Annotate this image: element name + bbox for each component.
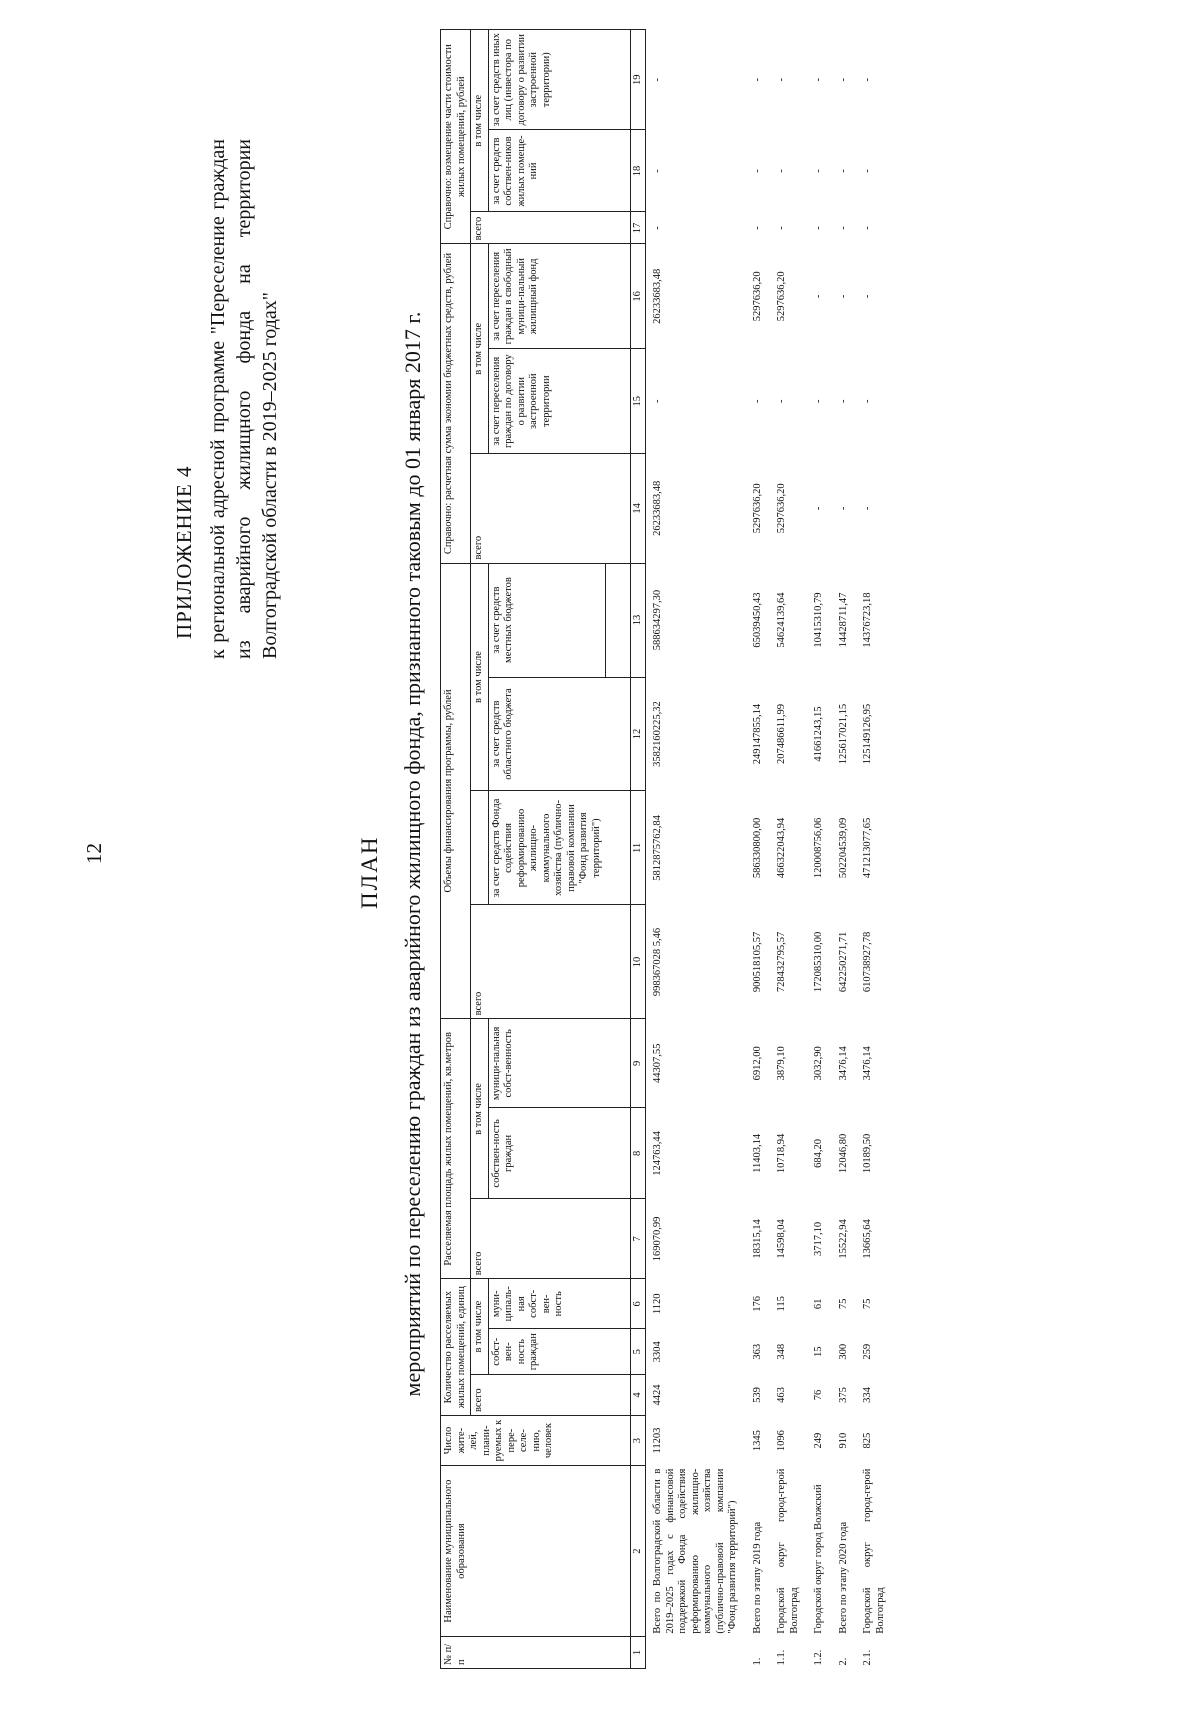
cell: 348: [776, 1343, 787, 1360]
cell: 207486611,99: [776, 704, 787, 765]
cell: 334: [862, 1387, 873, 1403]
cell: -: [652, 77, 663, 82]
cell: 12046,80: [837, 1133, 849, 1174]
cell: 3032,90: [813, 1046, 824, 1081]
row-number: 1.: [751, 1657, 763, 1666]
cell: -: [837, 506, 849, 511]
column-number: 18: [630, 130, 646, 212]
column-number-row: [630, 30, 646, 1669]
header-compensation-total: всего: [471, 212, 606, 244]
header-name: Наименование муниципального образования: [441, 1466, 606, 1637]
plan-table: [440, 29, 893, 1669]
cell: 54624139,64: [776, 592, 787, 648]
cell: 14428711,47: [837, 592, 849, 648]
column-number: 8: [630, 1108, 646, 1199]
cell: 169070,99: [652, 1216, 663, 1262]
cell: 44307,55: [652, 1043, 663, 1084]
cell: -: [776, 399, 787, 403]
cell: 3476,14: [837, 1046, 849, 1081]
cell: -: [813, 226, 824, 230]
header-finance-fund: за счет средств Фонда содействия реформированию жилищно-коммунального хозяйства (публично-правовой компании "Фонд развития территорий"): [488, 791, 605, 905]
column-number: 9: [630, 1019, 646, 1108]
column-number: 15: [630, 349, 646, 454]
header-rooms-total: всего: [471, 1375, 606, 1416]
cell: 75: [862, 1298, 873, 1310]
header-finance-group: Объемы финансирования программы, рублей: [441, 563, 471, 1019]
cell: -: [837, 226, 849, 230]
cell: 249147855,14: [751, 703, 763, 765]
column-number: 6: [630, 1279, 646, 1329]
cell: -: [862, 506, 873, 511]
cell: 463: [776, 1387, 787, 1403]
cell: 363: [751, 1343, 763, 1360]
header-economy-group: Справочно: расчетная сумма экономии бюджетных средств, рублей: [441, 244, 471, 563]
cell: 3304: [652, 1341, 663, 1363]
column-number: 2: [630, 1466, 646, 1637]
cell: 125149126,95: [862, 703, 873, 765]
cell: 3879,10: [776, 1046, 787, 1081]
cell: 172085310,00: [813, 931, 824, 993]
cell: -: [776, 169, 787, 173]
header-compensation-group: Справочно: возмещение части стоимости жилых помещений, рублей: [441, 30, 471, 244]
cell: -: [862, 294, 873, 299]
cell: -: [813, 294, 824, 299]
row-name: Всего по Волгоградской области в 2019–2025 годах с финансовой поддержкой Фонда содействия реформированию жилищно-коммунального хозяйства (публично-правовой компании "Фонд развития территорий"): [652, 1468, 738, 1634]
cell: 6912,00: [751, 1046, 763, 1081]
column-number: 5: [630, 1329, 646, 1375]
cell: 539: [751, 1387, 763, 1403]
header-area-municipal: муници-пальная собст-венность: [488, 1019, 605, 1108]
header-rooms-municipal: муни-ципаль-ная собст-вен-ность: [488, 1279, 605, 1329]
cell: 115: [776, 1296, 787, 1312]
cell: -: [751, 399, 763, 403]
cell: 124763,44: [652, 1131, 663, 1176]
cell: -: [837, 399, 849, 403]
column-number: 16: [630, 244, 646, 349]
cell: -: [862, 77, 873, 82]
cell: 10189,50: [862, 1133, 873, 1174]
table-row: [832, 30, 857, 1669]
cell: 1120: [652, 1293, 663, 1315]
row-number: [646, 1637, 746, 1669]
cell: 586330800,00: [751, 817, 763, 879]
row-number: 1.1.: [776, 1649, 787, 1666]
cell: -: [813, 399, 824, 403]
cell: 466322043,94: [776, 817, 787, 879]
cell: -: [813, 77, 824, 82]
column-number: 11: [630, 791, 646, 905]
cell: 259: [862, 1343, 873, 1360]
row-name: Городской округ город Волжский: [813, 1484, 824, 1634]
cell: 588634297,30: [652, 589, 663, 651]
cell: -: [751, 169, 763, 173]
cell: -: [813, 506, 824, 511]
appendix-subtitle: к региональной адресной программе "Переселение граждан из аварийного жилищного фонда на территории Волгоградской области в 2019–2025 годах": [207, 139, 281, 659]
cell: 471213077,65: [862, 817, 873, 879]
cell: 15: [813, 1346, 824, 1357]
header-economy-total: всего: [471, 454, 606, 563]
cell: 3582160225,32: [652, 701, 663, 767]
column-number: 12: [630, 677, 646, 791]
header-compensation-including: в том числе: [471, 30, 489, 213]
column-number: 17: [630, 212, 646, 244]
cell: 5297636,20: [776, 271, 787, 322]
cell: 176: [751, 1295, 763, 1312]
cell: 125617021,15: [837, 703, 849, 765]
row-number: 1.2.: [813, 1649, 824, 1666]
column-number: 4: [630, 1375, 646, 1416]
cell: 5297636,20: [776, 483, 787, 534]
cell: -: [837, 169, 849, 173]
header-finance-blank: [471, 791, 489, 905]
header-economy-including: в том числе: [471, 244, 489, 454]
cell: -: [837, 77, 849, 82]
row-name: Городской округ город-герой Волгоград: [776, 1468, 800, 1634]
header-area-including: в том числе: [471, 1019, 489, 1199]
plan-subtitle: мероприятий по переселению граждан из аварийного жилищного фонда, признанного таковым до 01 января 2017 г.: [400, 311, 425, 1397]
plan-title: ПЛАН: [357, 835, 382, 909]
cell: 14598,04: [776, 1219, 787, 1259]
cell: 4424: [652, 1384, 663, 1406]
header-spacer-row: [605, 30, 630, 1669]
cell: 11403,14: [751, 1133, 763, 1173]
cell: 610738927,78: [862, 931, 873, 993]
cell: 910: [837, 1432, 849, 1449]
cell: 5297636,20: [751, 271, 763, 322]
header-area-own: собствен-ность граждан: [488, 1108, 605, 1199]
cell: 15522,94: [837, 1219, 849, 1259]
header-area-total: всего: [471, 1199, 606, 1279]
cell: -: [652, 226, 663, 230]
cell: 3476,14: [862, 1046, 873, 1081]
header-finance-including: в том числе: [471, 563, 489, 791]
cell: 825: [862, 1432, 873, 1449]
cell: 65039450,43: [751, 592, 763, 648]
cell: 375: [837, 1387, 849, 1403]
header-economy-development: за счет переселения граждан по договору о развитии застроенной территории: [488, 349, 605, 454]
cell: 26233683,48: [652, 480, 663, 536]
cell: -: [776, 77, 787, 82]
column-number: 19: [630, 30, 646, 130]
column-number: 3: [630, 1416, 646, 1466]
column-number: 13: [630, 563, 646, 677]
table-row: [746, 30, 771, 1669]
column-number: 14: [630, 454, 646, 563]
appendix-title: ПРИЛОЖЕНИЕ 4: [172, 465, 196, 639]
cell: 684,20: [813, 1138, 824, 1168]
cell: 642250271,71: [837, 931, 849, 993]
header-finance-total: всего: [471, 905, 606, 1019]
cell: 3717,10: [813, 1221, 824, 1256]
row-number: 2.1.: [862, 1649, 873, 1666]
header-finance-local: за счет средств местных бюджетов: [488, 563, 605, 677]
column-number: 10: [630, 905, 646, 1019]
table-row: [770, 30, 807, 1669]
cell: 26233683,48: [652, 268, 663, 324]
table-row: [646, 30, 746, 1669]
column-number: 1: [630, 1637, 646, 1669]
cell: 728432795,57: [776, 931, 787, 993]
header-compensation-owners: за счет средств собствен-ников жилых помеще-ний: [488, 130, 605, 212]
header-area-group: Расселяемая площадь жилых помещений, кв.метров: [441, 1019, 471, 1279]
cell: 14376723,18: [862, 592, 873, 648]
cell: 1345: [751, 1430, 763, 1452]
cell: 11203: [652, 1427, 663, 1454]
cell: -: [751, 226, 763, 230]
cell: -: [652, 399, 663, 403]
header-rooms-own: собст-вен-ность граждан: [488, 1329, 605, 1375]
table-row: [856, 30, 893, 1669]
cell: 120008756,06: [813, 817, 824, 879]
cell: 10718,94: [776, 1133, 787, 1174]
header-compensation-investor: за счет средств иных лиц (инвестора по договору о развитии застроенной территории): [488, 30, 605, 130]
header-row-1: [441, 30, 471, 1669]
header-num: № п/п: [441, 1637, 606, 1669]
cell: -: [813, 169, 824, 173]
cell: 5812875762,84: [652, 815, 663, 881]
cell: 76: [813, 1389, 824, 1401]
cell: -: [862, 226, 873, 230]
cell: 300: [837, 1343, 849, 1360]
cell: 249: [813, 1432, 824, 1449]
cell: 41661243,15: [813, 706, 824, 762]
cell: -: [776, 226, 787, 230]
cell: 900518105,57: [751, 931, 763, 993]
cell: -: [837, 294, 849, 299]
header-rooms-group: Количество расселяемых жилых помещений, единиц: [441, 1279, 471, 1416]
cell: 10415310,79: [813, 592, 824, 648]
row-name: Городской округ город-герой Волгоград: [862, 1468, 886, 1634]
cell: -: [751, 77, 763, 82]
header-finance-regional: за счет средств областного бюджета: [488, 677, 605, 791]
row-name: Всего по этапу 2020 года: [837, 1521, 849, 1634]
cell: 1096: [776, 1430, 787, 1452]
cell: -: [652, 169, 663, 173]
header-rooms-including: в том числе: [471, 1279, 489, 1375]
cell: -: [862, 169, 873, 173]
header-economy-free-fund: за счет переселения граждан в свободный муници-пальный жилищный фонд: [488, 244, 605, 349]
cell: 998367028 5,46: [652, 927, 663, 997]
cell: 18315,14: [751, 1219, 763, 1259]
cell: 75: [837, 1298, 849, 1310]
table-row: [807, 30, 832, 1669]
cell: -: [862, 399, 873, 403]
cell: 5297636,20: [751, 483, 763, 534]
page-number: 12: [82, 843, 106, 864]
row-name: Всего по этапу 2019 года: [751, 1521, 763, 1634]
cell: 502204539,09: [837, 817, 849, 879]
column-number: 7: [630, 1199, 646, 1279]
cell: 13665,64: [862, 1219, 873, 1259]
row-number: 2.: [837, 1657, 849, 1666]
cell: 61: [813, 1298, 824, 1310]
header-residents: Число жите-лей, плани-руемых к пере-селе-нию, человек: [441, 1416, 606, 1466]
